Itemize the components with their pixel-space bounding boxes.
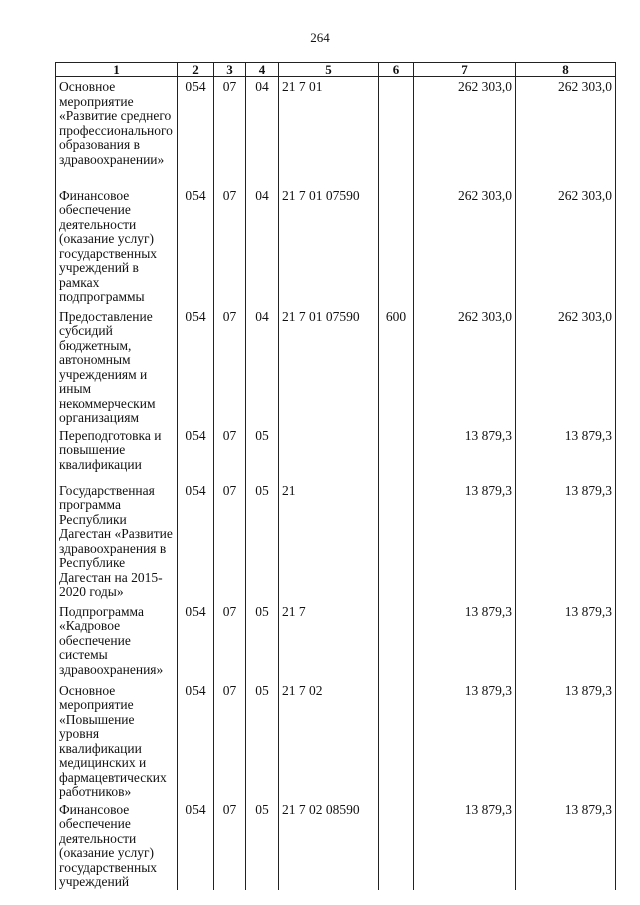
column-header: 8 (516, 63, 616, 77)
cell-section: 07 (214, 602, 246, 681)
cell-amount-1: 13 879,3 (414, 481, 516, 602)
column-header: 4 (246, 63, 279, 77)
cell-subsection: 04 (246, 186, 279, 307)
cell-amount-2: 13 879,3 (516, 481, 616, 602)
cell-amount-1: 13 879,3 (414, 681, 516, 800)
cell-target-code: 21 7 01 07590 (279, 307, 379, 426)
cell-target-code: 21 7 01 (279, 77, 379, 186)
cell-amount-2: 262 303,0 (516, 307, 616, 426)
row-name: Подпрограмма «Кадровое обеспечение системы здравоохранения» (56, 602, 178, 681)
cell-section: 07 (214, 481, 246, 602)
cell-expense-type (379, 481, 414, 602)
row-name: Предоставление субсидий бюджетным, автономным учреждениям и иным некоммерческим организациям (56, 307, 178, 426)
cell-section: 07 (214, 426, 246, 481)
cell-section: 07 (214, 681, 246, 800)
header-row (56, 63, 616, 77)
column-header: 1 (56, 63, 178, 77)
cell-expense-type (379, 800, 414, 890)
cell-amount-2: 13 879,3 (516, 602, 616, 681)
table-row (56, 602, 616, 681)
column-header: 2 (178, 63, 214, 77)
cell-expense-type: 600 (379, 307, 414, 426)
table-row (56, 681, 616, 800)
cell-ministry: 054 (178, 186, 214, 307)
cell-amount-1: 13 879,3 (414, 426, 516, 481)
row-name: Финансовое обеспечение деятельности (оказание услуг) государственных учреждений в рамках подпрограммы (56, 186, 178, 307)
cell-target-code: 21 7 (279, 602, 379, 681)
cell-target-code: 21 (279, 481, 379, 602)
cell-amount-2: 13 879,3 (516, 800, 616, 890)
cell-subsection: 05 (246, 800, 279, 890)
cell-expense-type (379, 426, 414, 481)
cell-subsection: 05 (246, 602, 279, 681)
cell-amount-2: 13 879,3 (516, 426, 616, 481)
cell-amount-2: 13 879,3 (516, 681, 616, 800)
cell-amount-1: 262 303,0 (414, 307, 516, 426)
column-header: 3 (214, 63, 246, 77)
cell-ministry: 054 (178, 77, 214, 186)
cell-target-code: 21 7 01 07590 (279, 186, 379, 307)
cell-target-code (279, 426, 379, 481)
cell-amount-2: 262 303,0 (516, 186, 616, 307)
budget-table (55, 62, 616, 890)
cell-expense-type (379, 602, 414, 681)
cell-ministry: 054 (178, 307, 214, 426)
table-row (56, 800, 616, 890)
cell-expense-type (379, 681, 414, 800)
cell-amount-2: 262 303,0 (516, 77, 616, 186)
cell-amount-1: 13 879,3 (414, 602, 516, 681)
cell-ministry: 054 (178, 800, 214, 890)
cell-ministry: 054 (178, 681, 214, 800)
cell-expense-type (379, 77, 414, 186)
cell-amount-1: 13 879,3 (414, 800, 516, 890)
row-name: Переподготовка и повышение квалификации (56, 426, 178, 481)
table-row (56, 77, 616, 186)
cell-ministry: 054 (178, 602, 214, 681)
cell-amount-1: 262 303,0 (414, 186, 516, 307)
row-name: Государственная программа Республики Дагестан «Развитие здравоохранения в Республике Дагестан на 2015-2020 годы» (56, 481, 178, 602)
cell-expense-type (379, 186, 414, 307)
table-row (56, 307, 616, 426)
cell-subsection: 04 (246, 77, 279, 186)
row-name: Основное мероприятие «Развитие среднего профессионального образования в здравоохранении» (56, 77, 178, 186)
row-name: Финансовое обеспечение деятельности (оказание услуг) государственных учреждений (56, 800, 178, 890)
cell-ministry: 054 (178, 426, 214, 481)
cell-subsection: 05 (246, 481, 279, 602)
table-row (56, 481, 616, 602)
cell-section: 07 (214, 800, 246, 890)
cell-subsection: 05 (246, 426, 279, 481)
table-row (56, 426, 616, 481)
cell-subsection: 04 (246, 307, 279, 426)
cell-section: 07 (214, 307, 246, 426)
cell-amount-1: 262 303,0 (414, 77, 516, 186)
column-header: 5 (279, 63, 379, 77)
row-name: Основное мероприятие «Повышение уровня квалификации медицинских и фармацевтических работников» (56, 681, 178, 800)
cell-section: 07 (214, 186, 246, 307)
cell-target-code: 21 7 02 08590 (279, 800, 379, 890)
page-number: 264 (310, 30, 330, 45)
table-row (56, 186, 616, 307)
column-header: 6 (379, 63, 414, 77)
cell-section: 07 (214, 77, 246, 186)
cell-ministry: 054 (178, 481, 214, 602)
cell-subsection: 05 (246, 681, 279, 800)
column-header: 7 (414, 63, 516, 77)
cell-target-code: 21 7 02 (279, 681, 379, 800)
